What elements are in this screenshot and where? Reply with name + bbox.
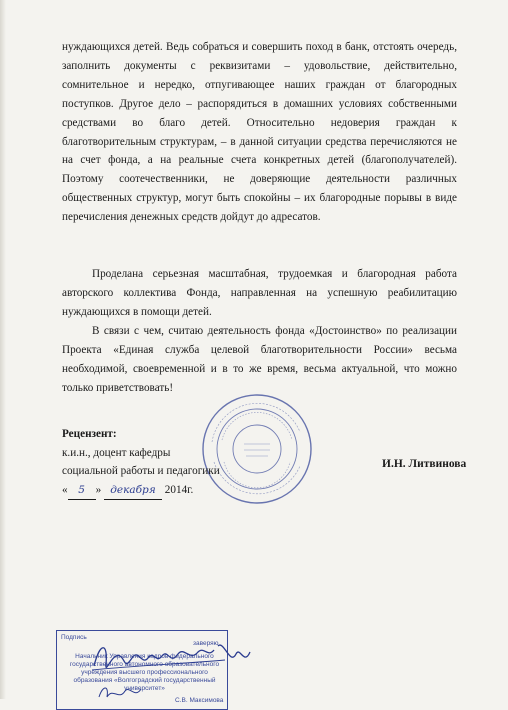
- body-paragraph-2: Проделана серьезная масштабная, трудоемкая и благородная работа авторского коллектива Фонда, направленная на успешную реабилитацию нуждающихся в помощи детей.: [62, 268, 457, 318]
- date-day-handwritten: 5: [78, 483, 85, 496]
- reviewer-title: Рецензент:: [62, 428, 117, 440]
- reviewer-department: социальной работы и педагогики: [62, 465, 220, 477]
- stamp-organization: Начальник Управления кадров федерального государственного автономного образовательного учреждения высшего профессионального образования «Волгоградский государственный университет»: [69, 653, 220, 692]
- stamp-sign-label: Подпись: [61, 634, 87, 641]
- reviewer-name: И.Н. Литвинова: [382, 458, 467, 470]
- date-year: 2014г.: [164, 483, 194, 496]
- review-date: « 5 » декабря 2014г.: [62, 481, 322, 501]
- stamp-officer-name: С.В. Максимова: [175, 697, 224, 704]
- reviewer-degree: к.и.н., доцент кафедры: [62, 446, 171, 459]
- stamp-verify-label: заверяю: [193, 640, 219, 647]
- scan-edge-shadow: [0, 0, 6, 699]
- date-month-handwritten: декабря: [110, 483, 156, 496]
- body-paragraph-3: В связи с чем, считаю деятельность фонда «Достоинство» по реализации Проекта «Единая служба целевой благотворительности России» весьма необходимой, своевременной и в то же время, весьма актуальной, что можно только приветствовать!: [62, 325, 457, 394]
- reviewer-block: [62, 425, 322, 500]
- handwritten-signature: [90, 636, 265, 686]
- body-paragraph-1: нуждающихся детей. Ведь собраться и совершить поход в банк, отстоять очередь, заполнить документы с реквизитами – удовольствие, действительно, сомнительное и нередко, отпугивающее наших граждан от благородных поступков. Другое дело – распорядиться в домашних условиях собственными средствами во благо детей. Относительно недоверия граждан к благотворительным структурам, – в данной ситуации средства перечисляются не на счет фонда, а на реальные счета конкретных детей (благополучателей). Поэтому соотечественники, не доверяющие деятельности различных общественных структур, могут быть спокойны – их благородные порывы в виде перечисления денежных средств дойдут до адресатов.: [62, 41, 457, 224]
- second-signature: [95, 683, 155, 703]
